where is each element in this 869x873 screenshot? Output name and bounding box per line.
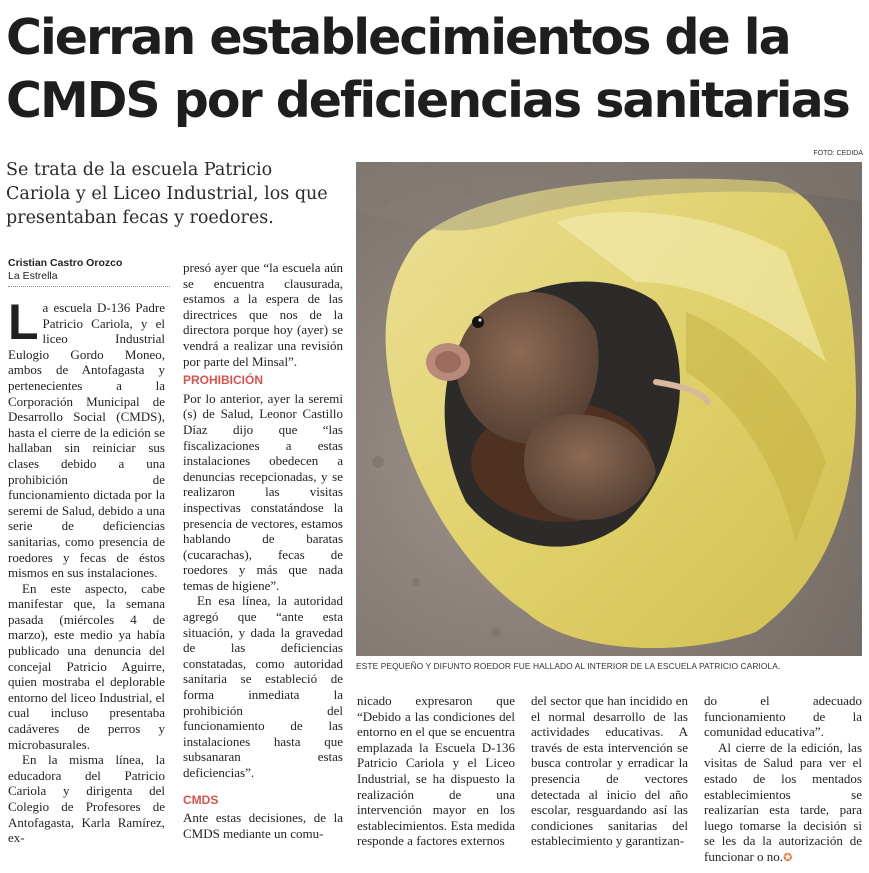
col1-paragraph-3: En la misma línea, la educadora del Patricio Cariola y dirigenta del Colegio de Profesores de Antofagasta, Karla Ramírez, ex- xyxy=(8,752,165,846)
col2-paragraph-2: Por lo anterior, ayer la seremi (s) de Salud, Leonor Castillo Díaz dijo que “las fiscalizaciones a estas instalaciones obedecen a denuncias recepcionadas, y se realizaron las visitas inspectivas constatándose la presencia de vectores, estamos hablando de baratas (cucarachas), fecas de roedores y más que nada temas de higiene”. xyxy=(183,390,343,593)
col5-paragraph-2 xyxy=(704,740,862,866)
col4-paragraph-1: del sector que han incidido en el normal desarrollo de las actividades educativas. A través de esta intervención se busca controlar y erradicar la presencia de vectores detectada al inicio del año escolar, resguardando así las condiciones sanitarias del establecimiento y garantizan- xyxy=(531,693,688,849)
headline-line-1: Cierran establecimientos de la xyxy=(6,9,790,66)
byline-divider xyxy=(8,286,170,287)
byline xyxy=(8,257,168,283)
col2-paragraph-4: Ante estas decisiones, de la CMDS mediante un comu- xyxy=(183,810,343,841)
col1-paragraph-1 xyxy=(8,294,165,581)
article-column-3 xyxy=(357,693,515,849)
byline-author: Cristian Castro Orozco xyxy=(8,257,123,269)
deck-line-2: Cariola y el Liceo Industrial, los que xyxy=(6,184,328,204)
rodent-photo xyxy=(356,162,862,656)
deck-line-1: Se trata de la escuela Patricio xyxy=(6,160,273,180)
deck-line-3: presentaban fecas y roedores. xyxy=(6,208,274,228)
end-mark-icon: ✪ xyxy=(783,850,793,864)
col1-p1-text: a escuela D-136 Padre Patricio Cariola, y el liceo Industrial Eulogio Gordo Moneo, ambos de Antofagasta y pertenecientes a la Corporación Municipal de Desarrollo Social (CMDS), hasta el cierre de la edición se hallaban sin reiniciar sus clases debido a una prohibición de funcionamiento dictada por la seremi de Salud, debido a una serie de deficiencias sanitarias, como presencia de roedores y fecas de éstos mismos en sus instalaciones. xyxy=(8,300,165,581)
article-column-2 xyxy=(183,260,343,841)
deck xyxy=(6,158,346,230)
article-column-4 xyxy=(531,693,688,849)
photo-caption: ESTE PEQUEÑO Y DIFUNTO ROEDOR FUE HALLADO AL INTERIOR DE LA ESCUELA PATRICIO CARIOLA. xyxy=(356,661,781,671)
subhead-prohibicion: PROHIBICIÓN xyxy=(183,373,264,388)
subhead-cmds: CMDS xyxy=(183,792,219,807)
photo-credit: FOTO: CEDIDA xyxy=(813,150,863,157)
col5-p2-text: Al cierre de la edición, las visitas de Salud para ver el estado de los mentados establecimientos se realizarían esta tarde, para luego tomarse la decisión si se les da la autorización de funcionar o no. xyxy=(704,739,862,864)
col2-paragraph-3: En esa línea, la autoridad agregó que “ante esta situación, y dada la gravedad de las deficiencias constatadas, como autoridad sanitaria se estableció de forma inmediata la prohibición del funcionamiento de las instalaciones hasta que subsanaran estas deficiencias”. xyxy=(183,593,343,780)
headline xyxy=(6,6,864,132)
article-column-1 xyxy=(8,294,165,846)
col5-paragraph-1: do el adecuado funcionamiento de la comunidad educativa”. xyxy=(704,693,862,740)
drop-cap: L xyxy=(8,294,39,350)
col3-paragraph-1: nicado expresaron que “Debido a las condiciones del entorno en el que se encuentra emplazada la Escuela D-136 Patricio Cariola y el Liceo Industrial, se ha dispuesto la realización de una intervención mayor en los establecimientos. Esta medida responde a factores externos xyxy=(357,693,515,849)
article-column-5 xyxy=(704,693,862,866)
col2-paragraph-1: presó ayer que “la escuela aún se encuentra clausurada, estamos a la espera de las directrices que nos de la directora porque hoy (ayer) se vendrá a realizar una revisión por parte del Minsal”. xyxy=(183,260,343,369)
byline-publication: La Estrella xyxy=(8,270,58,282)
headline-line-2: CMDS por deficiencias sanitarias xyxy=(6,72,849,129)
col1-paragraph-2: En este aspecto, cabe manifestar que, la semana pasada (miércoles 4 de marzo), este medio ya había publicado una denuncia del concejal Patricio Aguirre, quien mostraba el deplorable entorno del liceo Industrial, el cual incluso presentaba cadáveres de perros y microbasurales. xyxy=(8,580,165,752)
